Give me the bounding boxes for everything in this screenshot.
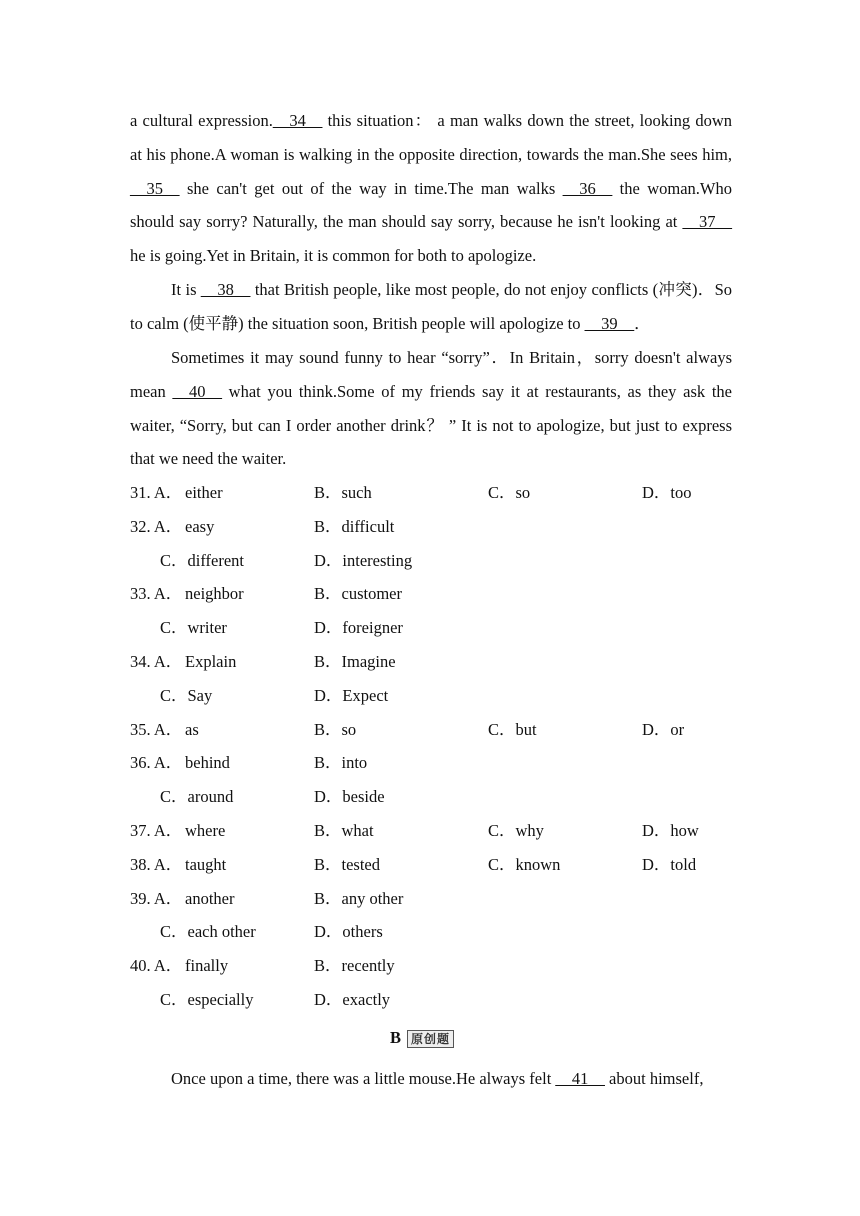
- option-d: D．interesting: [314, 550, 413, 570]
- passage-text: the woman.Who should say sorry? Naturally, the man should say sorry, because he isn't looking at: [130, 178, 732, 232]
- option-a: either: [185, 483, 223, 502]
- blank-38: __38__: [200, 280, 251, 299]
- option-b: B．any other: [314, 888, 404, 908]
- question-40: [130, 949, 750, 983]
- option-b: B．so: [314, 719, 357, 739]
- option-b: B．Imagine: [314, 651, 396, 671]
- option-c: C．but: [488, 719, 537, 739]
- blank-37: __37__: [682, 212, 732, 232]
- option-a: taught: [185, 854, 227, 874]
- option-b: B．into: [314, 753, 368, 773]
- option-c: C．known: [488, 854, 561, 874]
- option-d: D．foreigner: [314, 618, 403, 638]
- question-39-continued: [130, 915, 750, 949]
- question-40-continued: [130, 983, 750, 1017]
- option-c: C．writer: [160, 618, 227, 638]
- passage-paragraph-1: [130, 104, 732, 273]
- passage-text: about himself,: [604, 1069, 704, 1088]
- blank-40: __40__: [172, 381, 222, 401]
- passage-text: ．: [634, 313, 651, 333]
- passage-text: she can't get out of the way in time.The man walks: [179, 178, 563, 198]
- passage-text: It is: [171, 280, 201, 299]
- option-d: D．too: [642, 483, 692, 502]
- option-d: D．exactly: [314, 989, 391, 1009]
- passage-text: what you think.Some of my friends say it at restaurants, as they ask the waiter, “Sorry, but can I order another drink？ ” It is not to apologize, but just to express that we need the waiter.: [130, 381, 732, 469]
- question-34-continued: [130, 679, 750, 713]
- question-32: [130, 510, 750, 544]
- question-number: 31. A．: [130, 483, 183, 502]
- option-a: finally: [185, 956, 229, 976]
- option-b: B．difficult: [314, 516, 395, 536]
- option-c: C．Say: [160, 685, 213, 705]
- option-c: C．around: [160, 787, 234, 807]
- question-number: 38. A．: [130, 854, 183, 874]
- passage-paragraph-3: [130, 341, 732, 476]
- option-b: B．customer: [314, 584, 402, 604]
- option-a: neighbor: [185, 584, 244, 604]
- option-c: C．why: [488, 820, 544, 840]
- original-question-badge: 原创题: [407, 1030, 454, 1048]
- question-number: 36. A．: [130, 753, 183, 773]
- question-38: [130, 848, 750, 882]
- question-number: 40. A．: [130, 956, 183, 976]
- passage-text: Sometimes it may sound funny to hear “sorry”．In Britain，sorry doesn't always mean: [130, 348, 732, 401]
- question-number: 35. A．: [130, 719, 183, 739]
- passage-text: this situation： a man walks down the street, looking down at his phone.A woman is walking in the opposite direction, towards the man.She sees him,: [130, 111, 732, 164]
- option-c: C．each other: [160, 922, 256, 942]
- option-a: easy: [185, 516, 215, 536]
- option-c: C．different: [160, 550, 245, 570]
- option-d: D．told: [642, 854, 697, 874]
- option-d: D．or: [642, 719, 685, 739]
- option-a: Explain: [185, 651, 237, 671]
- question-number: 32. A．: [130, 516, 183, 536]
- option-c: C．especially: [160, 989, 254, 1009]
- blank-34: __34__: [272, 111, 323, 130]
- section-b-heading: [390, 1028, 454, 1048]
- question-39: [130, 882, 750, 916]
- passage-paragraph-2: [130, 273, 732, 341]
- question-31: [130, 476, 750, 510]
- blank-35: __35__: [130, 178, 180, 198]
- question-34: [130, 645, 750, 679]
- option-b: B．such: [314, 483, 372, 502]
- question-number: 33. A．: [130, 584, 183, 604]
- option-b: B．what: [314, 820, 374, 840]
- section-label: B: [390, 1028, 402, 1047]
- passage-text: Once upon a time, there was a little mouse.He always felt: [171, 1069, 556, 1088]
- section-b-paragraph: [130, 1062, 750, 1096]
- option-b: B．tested: [314, 854, 380, 874]
- option-a: where: [185, 820, 226, 840]
- question-37: [130, 814, 750, 848]
- passage-text: a cultural expression.: [130, 111, 273, 130]
- blank-39: __39__: [584, 313, 635, 333]
- option-d: D．beside: [314, 787, 385, 807]
- blank-36: __36__: [562, 178, 613, 198]
- option-d: D．Expect: [314, 685, 389, 705]
- question-number: 39. A．: [130, 888, 183, 908]
- option-a: behind: [185, 753, 230, 773]
- question-33: [130, 577, 750, 611]
- question-number: 34. A．: [130, 651, 183, 671]
- question-36: [130, 746, 750, 780]
- option-a: another: [185, 888, 235, 908]
- option-c: C．so: [488, 483, 531, 502]
- option-d: D．how: [642, 820, 699, 840]
- passage-text: he is going.Yet in Britain, it is common for both to apologize.: [130, 246, 537, 266]
- question-33-continued: [130, 611, 750, 645]
- question-32-continued: [130, 544, 750, 578]
- question-35: [130, 713, 750, 747]
- answer-options: [130, 476, 750, 1017]
- question-number: 37. A．: [130, 820, 183, 840]
- question-36-continued: [130, 780, 750, 814]
- option-b: B．recently: [314, 956, 395, 976]
- option-d: D．others: [314, 922, 383, 942]
- option-a: as: [185, 719, 199, 739]
- blank-41: __41__: [555, 1069, 605, 1088]
- passage-text: that British people, like most people, do not enjoy conflicts (冲突)．So to calm (使平静) the situation soon, British people will apologize to: [130, 280, 732, 333]
